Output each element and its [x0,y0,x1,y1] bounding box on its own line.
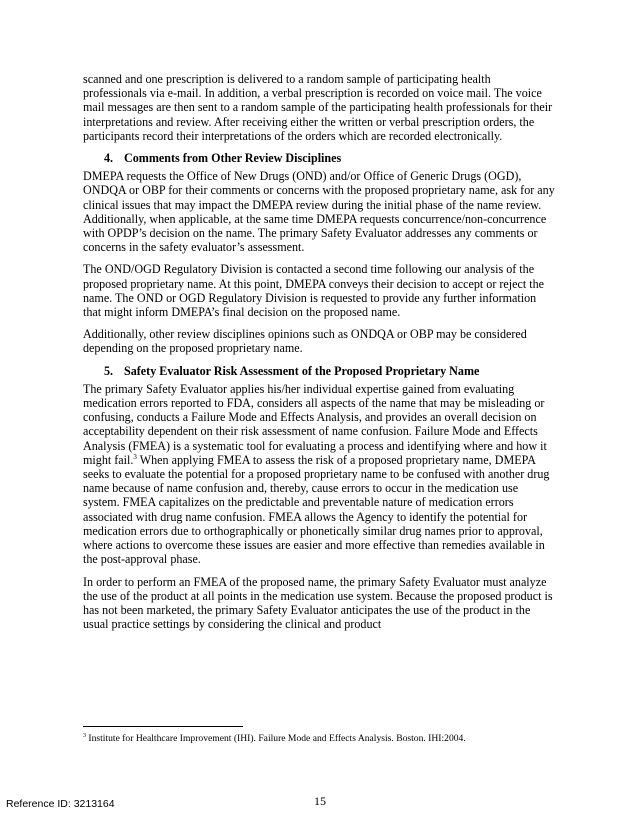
footnote-divider [83,726,243,727]
paragraph-regulatory-division: The OND/OGD Regulatory Division is contacted a second time following our analysis of the proposed proprietary name. At this point, DMEPA conveys their decision to accept or reject the name. The OND or OGD Regulatory Division is requested to provide any further information that might inform DMEPA’s final decision on the proposed name. [83,262,545,320]
section-heading-5 [83,364,557,378]
paragraph-other-disciplines: Additionally, other review disciplines opinions such as ONDQA or OBP may be considered depending on the proposed proprietary name. [83,327,527,356]
document-body [83,72,557,639]
section-heading-4 [83,151,557,165]
footnote-mark: 3 [83,732,86,739]
section-title: Safety Evaluator Risk Assessment of the Proposed Proprietary Name [124,363,480,378]
footnote [83,733,557,745]
section-number: 4. [104,151,114,166]
fmea-text-part1: The primary Safety Evaluator applies his/her individual expertise gained from evaluating medication errors reported to FDA, considers all aspects of the name that may be misleading or confusing, conducts a Failure Mode and Effects Analysis, and provides an overall decision on acceptability dependent on their risk assessment of name confusion. Failure Mode and Effects Analysis (FMEA) is a systematic tool for evaluating a process and identifying where and how it might fail. [83,381,547,467]
footnote-text: Institute for Healthcare Improvement (IHI). Failure Mode and Effects Analysis. Boston. IHI:2004. [86,733,466,744]
paragraph-perform-fmea: In order to perform an FMEA of the proposed name, the primary Safety Evaluator must analyze the use of the product at all points in the medication use system. Because the proposed product is has not been marketed, the primary Safety Evaluator anticipates the use of the product in the usual practice settings by considering the clinical and product [83,574,553,632]
reference-id: Reference ID: 3213164 [6,798,115,810]
footnote-reference[interactable]: 3 [133,452,137,461]
paragraph-fmea [83,382,557,567]
paragraph-review-request: DMEPA requests the Office of New Drugs (OND) and/or Office of Generic Drugs (OGD), ONDQA or OBP for their comments or concerns with the proposed proprietary name, ask for any clinical issues that may impact the DMEPA review during the initial phase of the name review. Additionally, when applicable, at the same time DMEPA requests concurrence/non-concurrence with OPDP’s decision on the name. The primary Safety Evaluator addresses any comments or concerns in the safety evaluator’s assessment. [83,169,555,255]
paragraph-intro: scanned and one prescription is delivered to a random sample of participating health professionals via e-mail. In addition, a verbal prescription is recorded on voice mail. The voice mail messages are then sent to a random sample of the participating health professionals for their interpretations and review. After receiving either the written or verbal prescription orders, the participants record their interpretations of the orders which are recorded electronically. [83,72,553,143]
section-number: 5. [104,363,114,378]
fmea-text-part2: When applying FMEA to assess the risk of a proposed proprietary name, DMEPA seeks to evaluate the potential for a proposed proprietary name to be confused with another drug name because of name confusion and, thereby, cause errors to occur in the medication use system. FMEA capitalizes on the predictable and preventable nature of medication errors associated with drug name confusion. FMEA allows the Agency to identify the potential for medication errors due to orthographically or phonetically similar drug names prior to approval, where actions to overcome these issues are easier and more effective than remedies available in the post-approval phase. [83,452,550,567]
page-number: 15 [314,794,326,808]
section-title: Comments from Other Review Disciplines [124,151,342,166]
